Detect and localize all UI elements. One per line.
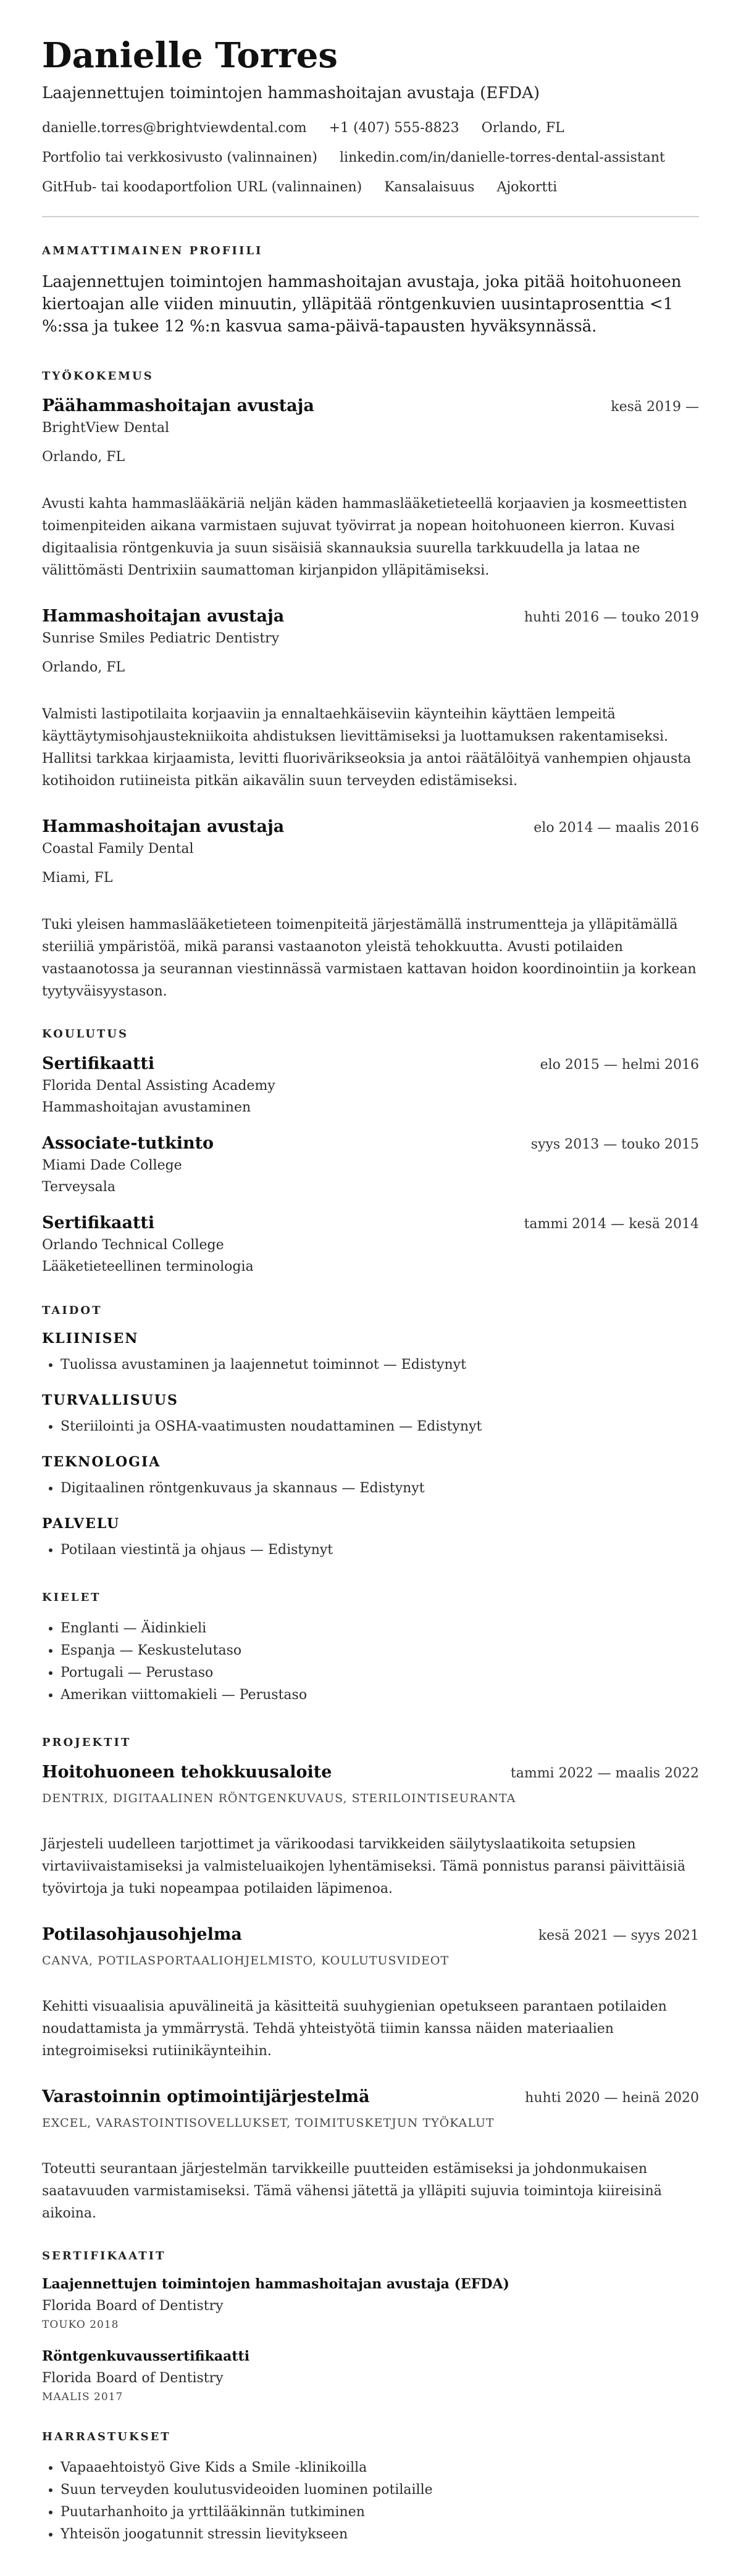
nationality-text: Kansalaisuus [384, 179, 475, 195]
interest-list [42, 2457, 699, 2546]
driving-license-text: Ajokortti [496, 179, 558, 195]
language-item: • Espanja — Keskustelutaso [61, 1640, 699, 1662]
job-description: Tuki yleisen hammaslääketieteen toimenpiteitä järjestämällä instrumentteja ja ylläpitämällä steriiliä ympäristöä, mikä paransi vastaanoton yleistä tehokkuutta. Avusti potilaiden vastaanotossa ja seurannan viestinnässä varmistaen kattavan hoidon koordinointiin ja korkean tyytyväisyystason. [42, 916, 697, 999]
resume-page [42, 37, 699, 2562]
job-company: BrightView Dental [42, 420, 170, 436]
candidate-name: Danielle Torres [42, 35, 338, 76]
degree-dates: elo 2015 — helmi 2016 [540, 1057, 699, 1073]
education-entry [42, 1054, 699, 1115]
job-description: Avusti kahta hammaslääkäriä neljän käden hammaslääketieteellä korjaavien ja kosmeettisten toimenpiteiden aikana varmistaen sujuvat työvirrat ja nopean hoitohuoneen kierron. Kuvasi digitaalisia röntgenkuvia ja suun sisäisiä skannauksia suurella tarkkuudella ja lataa ne välittömästi Dentrixiin saumattoman kirjanpidon ylläpitämiseksi. [42, 496, 687, 578]
skill-category: TEKNOLOGIA [42, 1453, 161, 1470]
job-title: Päähammashoitajan avustaja [42, 396, 314, 415]
experience-heading: TYÖKOKEMUS [42, 369, 154, 383]
location-text: Orlando, FL [481, 120, 564, 136]
skill-category: PALVELU [42, 1515, 120, 1532]
project-entry [42, 2087, 699, 2225]
job-dates: huhti 2016 — touko 2019 [524, 609, 699, 625]
job-title: Hammashoitajan avustaja [42, 606, 285, 626]
interest-item: • Vapaaehtoistyö Give Kids a Smile -klinikoilla [61, 2457, 699, 2479]
interest-item: • Yhteisön joogatunnit stressin lievitykseen [61, 2524, 699, 2546]
certification-entry [42, 2276, 699, 2331]
certification-issuer: Florida Board of Dentistry [42, 2298, 224, 2314]
project-name: Varastoinnin optimointijärjestelmä [42, 2087, 370, 2106]
skill-category: KLIINISEN [42, 1330, 139, 1347]
job-company: Coastal Family Dental [42, 841, 194, 857]
certifications-heading: SERTIFIKAATIT [42, 2249, 166, 2262]
project-tech: CANVA, POTILASPORTAALIOHJELMISTO, KOULUTUSVIDEOT [42, 1953, 450, 1967]
job-company: Sunrise Smiles Pediatric Dentistry [42, 630, 280, 646]
contact-block [42, 114, 699, 202]
language-item: • Amerikan viittomakieli — Perustaso [61, 1684, 699, 1706]
skill-list [42, 1539, 699, 1561]
degree-title: Sertifikaatti [42, 1213, 155, 1232]
language-item: • Portugali — Perustaso [61, 1662, 699, 1684]
candidate-headline: Laajennettujen toimintojen hammashoitajan avustaja (EFDA) [42, 83, 540, 102]
project-dates: huhti 2020 — heinä 2020 [525, 2090, 699, 2106]
interest-item: • Suun terveyden koulutusvideoiden luominen potilaille [61, 2479, 699, 2501]
skill-list [42, 1477, 699, 1500]
job-dates: elo 2014 — maalis 2016 [534, 820, 699, 836]
project-dates: tammi 2022 — maalis 2022 [510, 1765, 699, 1781]
education-entry [42, 1213, 699, 1274]
certification-name: Röntgenkuvaussertifikaatti [42, 2348, 250, 2364]
skill-category: TURVALLISUUS [42, 1392, 178, 1408]
job-description: Valmisti lastipotilaita korjaaviin ja ennaltaehkäiseviin käynteihin käyttäen lempeitä käyttäytymisohjaustekniikoita ahdistuksen lievittämiseksi ja luottamuksen rakentamiseksi. Hallitsi tarkkaa kirjaamista, levitti fluorivärikseoksia ja antoi räätälöityä vanhempien ohjausta kotihoidon rutiineista pitkän aikavälin suun terveyden edistämiseksi. [42, 706, 692, 789]
languages-heading: KIELET [42, 1590, 101, 1604]
skill-item: • Steriilointi ja OSHA-vaatimusten noudattaminen — Edistynyt [61, 1416, 699, 1438]
study-field: Terveysala [42, 1179, 115, 1195]
study-field: Lääketieteellinen terminologia [42, 1258, 254, 1274]
phone-text: +1 (407) 555-8823 [329, 120, 459, 136]
projects-heading: PROJEKTIT [42, 1735, 132, 1749]
school-name: Miami Dade College [42, 1157, 182, 1173]
education-heading: KOULUTUS [42, 1027, 128, 1041]
email-link[interactable]: danielle.torres@brightviewdental.com [42, 120, 307, 136]
certification-date: TOUKO 2018 [42, 2318, 119, 2331]
project-name: Potilasohjausohjelma [42, 1924, 242, 1944]
job-location: Miami, FL [42, 870, 113, 886]
project-description: Toteutti seurantaan järjestelmän tarvikkeille puutteiden estämiseksi ja johdonmukaisen saatavuuden varmistamiseksi. Tämä vähensi jätettä ja ylläpiti sujuvia toimintoja kiireisinä aikoina. [42, 2161, 662, 2221]
project-entry [42, 1763, 699, 1900]
portfolio-link[interactable]: Portfolio tai verkkosivusto (valinnainen) [42, 149, 317, 165]
project-dates: kesä 2021 — syys 2021 [538, 1927, 699, 1943]
contact-row-1 [42, 114, 699, 143]
skill-list [42, 1416, 699, 1438]
job-location: Orlando, FL [42, 449, 125, 465]
summary-heading: AMMATTIMAINEN PROFIILI [42, 244, 263, 257]
interests-heading: HARRASTUKSET [42, 2430, 171, 2443]
language-item: • Englanti — Äidinkieli [61, 1618, 699, 1640]
project-entry [42, 1925, 699, 2063]
skill-item: • Digitaalinen röntgenkuvaus ja skannaus — Edistynyt [61, 1477, 699, 1500]
experience-entry [42, 396, 699, 582]
certification-issuer: Florida Board of Dentistry [42, 2370, 224, 2386]
degree-title: Associate-tutkinto [42, 1133, 214, 1153]
job-title: Hammashoitajan avustaja [42, 816, 285, 836]
job-location: Orlando, FL [42, 659, 125, 675]
github-link[interactable]: GitHub- tai koodaportfolion URL (valinnainen) [42, 179, 362, 195]
school-name: Orlando Technical College [42, 1237, 224, 1253]
language-list [42, 1618, 699, 1706]
job-dates: kesä 2019 — [611, 399, 699, 415]
degree-dates: syys 2013 — touko 2015 [530, 1136, 699, 1152]
degree-title: Sertifikaatti [42, 1053, 155, 1073]
degree-dates: tammi 2014 — kesä 2014 [524, 1216, 699, 1232]
study-field: Hammashoitajan avustaminen [42, 1099, 251, 1115]
contact-row-3 [42, 173, 699, 202]
header-divider [42, 216, 699, 217]
contact-row-2 [42, 143, 699, 173]
certification-date: MAALIS 2017 [42, 2390, 124, 2403]
certification-name: Laajennettujen toimintojen hammashoitajan avustaja (EFDA) [42, 2275, 509, 2292]
project-description: Kehitti visuaalisia apuvälineitä ja käsitteitä suuhygienian opetukseen parantaen potilaiden noudattamista ja ymmärrystä. Tehdä yhteistyötä tiimin kanssa näiden materiaalien integroimiseksi rutiinikäynteihin. [42, 1998, 667, 2059]
interest-item: • Puutarhanhoito ja yrttilääkinnän tutkiminen [61, 2501, 699, 2524]
skills-heading: TAIDOT [42, 1303, 103, 1317]
project-tech: EXCEL, VARASTOINTISOVELLUKSET, TOIMITUSKETJUN TYÖKALUT [42, 2116, 495, 2130]
project-description: Järjesteli uudelleen tarjottimet ja värikoodasi tarvikkeiden säilytyslaatikoita setupsien virtaviivaistamiseksi ja valmisteluaikojen lyhentämiseksi. Tämä ponnistus paransi päivittäisiä työvirtoja ja tuki nopeampaa potilaiden läpimenoa. [42, 1836, 685, 1897]
skill-item: • Potilaan viestintä ja ohjaus — Edistynyt [61, 1539, 699, 1561]
linkedin-link[interactable]: linkedin.com/in/danielle-torres-dental-assistant [340, 149, 665, 165]
certification-entry [42, 2348, 699, 2403]
experience-entry [42, 817, 699, 1003]
experience-entry [42, 607, 699, 792]
skill-item: • Tuolissa avustaminen ja laajennetut toiminnot — Edistynyt [61, 1354, 699, 1376]
project-name: Hoitohuoneen tehokkuusaloite [42, 1762, 332, 1782]
education-entry [42, 1134, 699, 1195]
skill-list [42, 1354, 699, 1376]
school-name: Florida Dental Assisting Academy [42, 1078, 275, 1094]
project-tech: DENTRIX, DIGITAALINEN RÖNTGENKUVAUS, STERILOINTISEURANTA [42, 1791, 516, 1805]
summary-text: Laajennettujen toimintojen hammashoitajan avustaja, joka pitää hoitohuoneen kiertoajan alle viiden minuutin, ylläpitää röntgenkuvien uusintaprosenttia <1 %:ssa ja tukee 12 %:n kasvua sama-päivä-tapausten hyväksynnässä. [42, 272, 682, 336]
